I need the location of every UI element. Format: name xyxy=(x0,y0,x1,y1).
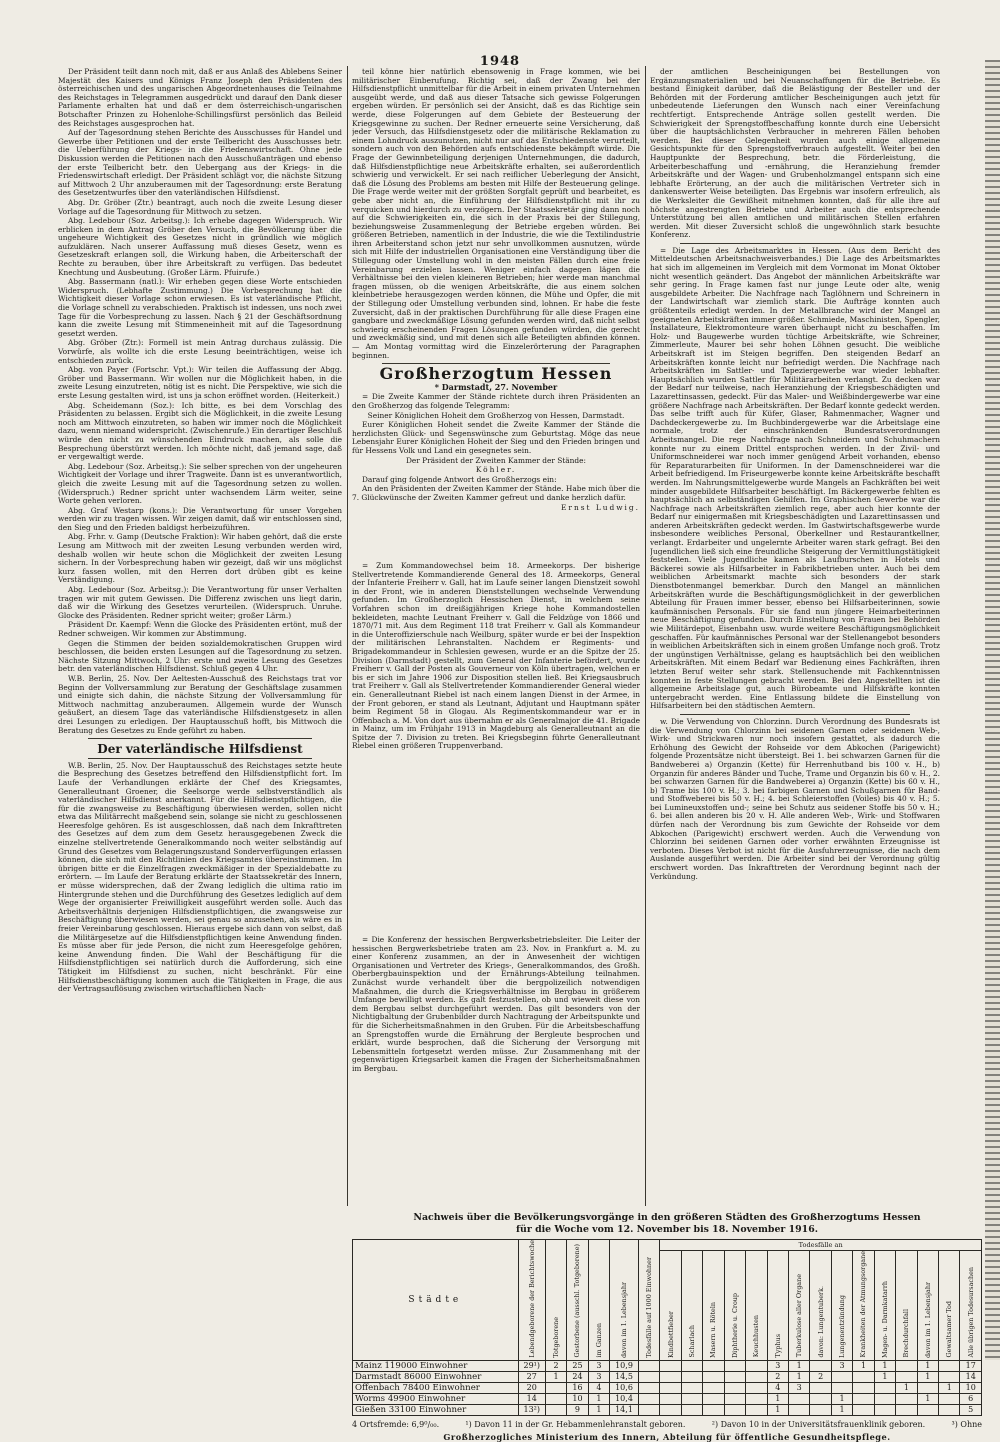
column-header: Diphtherie u. Croup xyxy=(724,1251,745,1361)
table-cell xyxy=(917,1404,938,1415)
table-cell: 10 xyxy=(960,1382,982,1393)
table-cell xyxy=(638,1360,659,1371)
footnote: ²) Davon 10 in der Universitätsfrauenklinik geboren. xyxy=(711,1419,926,1429)
section-divider xyxy=(88,738,312,739)
table-cell xyxy=(896,1360,917,1371)
table-cell: 4 xyxy=(767,1382,788,1393)
table-cell xyxy=(660,1382,681,1393)
table-cell xyxy=(831,1371,852,1382)
paragraph: = Die Konferenz der hessischen Bergwerksbetriebsleiter. Die Leiter der hessischen Bergwerksbetriebe traten am 23. Nov. in Frankfurt a. M. zu einer Konferenz zusammen, an der in Anwesenheit der wichtigen Organisationen und Vertreter des Kriegs-, Generalkommandos, des Großh. Oberbergbauinspektion und der Ernährungs-Abteilung teilnahmen. Zunächst wurde verhandelt über die bergpolizeilich notwendigen Maßnahmen, die durch die Kriegsverhältnisse im Bergbau in größerem Umfange bewilligt werden. Es galt festzustellen, ob und wieweit diese von dem Bergbau selbst durchgeführt werden. Das gilt besonders von der Nichtigbaltung der Grubenbilder durch Nachtragung der Arbeitspunkte und für die Sicherheitsmaßnahmen in den Gruben. Für die Arbeitsbeschaffung an Sprengstoffen wurde die Ernährung der Bergleute besprochen und erklärt, wurde besprochen, daß die Sicherung der Versorgung mit Lebensmitteln fortgesetzt werden müsse. Zur Zusammenhang mit der gegenwärtigen Kriegsarbeit kamen die Fragen der Sicherheitsmaßnahmen im Bergbau. xyxy=(352,936,640,1073)
paragraph: Seiner Königlichen Hoheit dem Großherzog von Hessen, Darmstadt. xyxy=(367,410,625,420)
column-header: davon im 1. Lebensjahr xyxy=(917,1251,938,1361)
paragraph: = Die Lage des Arbeitsmarktes in Hessen. (Aus dem Bericht des Mitteldeutschen Arbeitsnachweisverbandes.) Die Lage des Arbeitsmarktes hat sich im allgemeinen im Vergleich mit dem Vormonat im Monat Oktober nicht wesentlich geändert. Das Angebot der männlichen Arbeitskräfte war sehr gering. In Frage kamen fast nur junge Leute oder alte, wenig ausgebildete Arbeiter. Die Nachfrage nach Taglöhnern und Schreinern in der Landwirtschaft war ziemlich stark. Die Aufträge konnten auch größtenteils erledigt werden. In der Metallbranche wird der Mangel an geeigneten Arbeitskräften immer größer. Schmiede, Maschinisten, Spengler, Installateure, Elektromonteure waren überhaupt nicht zu beschaffen. Im Holz- und Baugewerbe wurden tüchtige Arbeitskräfte, wie Schreiner, Zimmerleute, Maurer bei sehr hohen Löhnen gesucht. Die weibliche Arbeitskraft ist im Steigen begriffen. Den steigenden Bedarf an Arbeitskräften konnte leicht nur befriedigt werden. Die Nachfrage nach Arbeitskräften im Sattler- und Tapeziergewerbe war wieder lebhafter. Hauptsächlich wurden Sattler für Militärarbeiten verlangt. Zu decken war der Bedarf nur teilweise, nach Heranziehung der Kriegsbeschädigten und Lazarettinsassen, gedeckt. Für das Maler- und Weißbindergewerbe war eine größere Nachfrage nach Arbeitskräften. Der Bedarf konnte gedeckt werden. Das selbe trifft auch für Küfer, Glaser, Rahmenmacher, Wagner und Dachdeckergewerbe zu. Im Buchbindergewerbe war die Arbeitslage eine normale, trotz der einschränkenden Bundesratsverordnungen Arbeitsmangel. Die rege Nachfrage nach Schneidern und Schuhmachern konnte nur zu einem Drittel entsprochen werden. In der Zivil- und Uniformschneiderei war noch immer genügend Arbeit vorhanden, ebenso für Reparaturarbeiten für Uniformen. In der Damenschneiderei war die Arbeit befriedigend. Im Friseurgewerbe konnte keine Arbeitskräfte beschafft werden. Im Nahrungsmittelgewerbe wurde Mangels an Fachkräften bei weit minder ausgebildete Hilfsarbeiter beschäftigt. Im Bäckergewerbe fehlten es hauptsächlich an selbständigen Gehilfen. Im Graphischen Gewerbe war die Nachfrage nach Arbeitskräften ziemlich rege, aber auch hier konnte der Bedarf nur einigermaßen mit Kriegsbeschädigten und Lazarettinsassen und anderen Arbeitskräften gedeckt werden. Im Gastwirtschaftsgewerbe wurde insbesondere weibliches Personal, Oberkellner und Restaurantkellner, verlangt. Erdarbeiter und ungelernte Arbeiter waren stark gefragt. Bei den Jugendlichen ließ sich eine freundliche Steigerung der Vermittlungstätigkeit feststellen. Viele Jugendliche kamen als Laufburschen in Hotels und Bäckerei sowie als Hilfsarbeiter in Fabrikbetrieben unter. Auch bei dem weiblichen Arbeitsmarkt machte sich besonders der stark Dienstbotenmangel bemerkbar. Durch den Mangel an männlichen Arbeitskräften wurde die Beschäftigungsmöglichkeit in der gewerblichen Abteilung für Frauen immer besser, ebenso bei Hilfsarbeiterinnen, sowie kaufmännischen Personals. Für sie fand nun jüngere Heimarbeiterinnen neue Beschäftigung gefunden. Durch Einstellung von Frauen bei Behörden wie Militärdepot, Eisenbahn usw. wurde weitere Beschäftigungsmöglichkeit geschaffen. Für kaufmännisches Personal war der Stellenangebot besonders in weiblichen Arbeitskräften sich in einem großen Umfange noch groß. Trotz der ungünstigen Verhältnisse, gelang es hauptsächlich bei den weiblichen Arbeitskräften. Mit einem Bedarf war Bedienung eines Fachkräften, ihren letzten Beruf weiter sehr stark. Stellensuchende mit Fachkenntnissen konnten in feste Stellungen gebracht werden. Bei den Angestellten ist die allgemeine Arbeitslage gut, auch Bürobeamte und Hilfskräfte konnten untergebracht werden. Eine Entlassung bildete die Einstellung von Hilfsarbeitern bei den städtischen Aemtern. xyxy=(650,245,940,711)
paragraph: Abg. Ledebour (Soz. Arbeitsg.): Sie selber sprechen von der ungeheuren Wichtigkeit der Vorlage und ihrer Tragweite. Dann ist es unverantwortlich, gleich die zweite Lesung mit auf die Tagesordnung setzen zu wollen. (Widerspruch.) Redner spricht unter wachsendem Lärm weiter, seine Worte gehen verloren. xyxy=(58,461,342,506)
table-cell xyxy=(660,1360,681,1371)
paragraph: der amtlichen Bescheinigungen bei Bestellungen von Ergänzungsmaterialien und bei Neuanschaffungen für die Betriebe. Es bestand Einigkeit darüber, daß die Belästigung der Besteller und der Behörden mit der Forderung amtlicher Bescheinigungen auch jetzt für unbedeutende Lieferungen den Wunsch nach einer Vereinfachung rechtfertigt. Entsprechende Anträge sollen gestellt werden. Die Schwierigkeit der Sprengstoffbeschaffung konnte durch eine Uebersicht über die hauptsächlichsten Verbraucher in mehreren Fällen behoben werden. Bei dieser Gelegenheit wurden auch einige allgemeine Gesichtspunkte für den Sprengstoffverbrauch aufgestellt. Weiter bei den Hauptpunkte der Besprechung, betr. die Förderleistung, die Arbeiterbeschaffung und -ernährung, die Heranziehung fremder Arbeitskräfte und der Wagen- und Grubenholzmangel entspann sich eine lebhafte Erörterung, an der auch die militärischen Vertreter sich in dankenswerter Weise beteiligten. Das Ergebnis war insofern erfreulich, als die Werksleiter die Gewißheit mitnehmen konnten, daß für alle ihre auf höchste angestrengten Betriebe und Arbeiter auch die entsprechende Unterstützung bei allen amtlichen und militärischen Stellen erfahren werden. Mit dieser Zuversicht schloß die ungewöhnlich stark besuchte Konferenz. xyxy=(650,68,940,240)
table-cell xyxy=(703,1393,724,1404)
column-header: Totgeborene xyxy=(545,1240,566,1361)
column-header-cities: Städte xyxy=(353,1240,519,1361)
table-cell xyxy=(681,1404,702,1415)
paragraph: An den Präsidenten der Zweiten Kammer der Stände. Habe mich über die 7. Glückwünsche der Zweiten Kammer gefreut und danke herzlich dafür. xyxy=(352,484,640,502)
column-header: Krankheiten der Atmungsorgane xyxy=(853,1251,874,1361)
table-cell: 1 xyxy=(788,1360,809,1371)
table-cell: 1 xyxy=(939,1382,960,1393)
table-cell: 1 xyxy=(874,1360,895,1371)
table-cell xyxy=(853,1371,874,1382)
column-middle-article-bergwerk xyxy=(352,936,640,1208)
paragraph: Abg. Graf Westarp (kons.): Die Verantwortung für unser Vorgehen werden wir zu tragen wissen. Wir zeigen damit, daß wir entschlossen sind, den Sieg und den Frieden baldigst herbeizuführen. xyxy=(58,505,342,532)
table-cell xyxy=(703,1382,724,1393)
table-cell: 1 xyxy=(767,1393,788,1404)
city-cell: Darmstadt 86000 Einwohner xyxy=(353,1371,519,1382)
section-divider xyxy=(88,758,312,759)
table-cell xyxy=(939,1371,960,1382)
table-cell xyxy=(545,1393,566,1404)
column-header: Lungenentzündung xyxy=(831,1251,852,1361)
table-subtitle: für die Woche vom 12. November bis 18. November 1916. xyxy=(516,1224,818,1235)
paragraph: Der Präsident der Zweiten Kammer der Stände: xyxy=(405,455,587,465)
table-cell xyxy=(788,1404,809,1415)
paragraph: = Zum Kommandowechsel beim 18. Armeekorps. Der bisherige Stellvertretende Kommandierende General des 18. Armeekorps, General der Infanterie Freiherr v. Gall, hat im Laufe seiner langen Dienstzeit sowohl in der Front, wie in anderen Dienststellungen wechselnde Verwendung gefunden. Im Großherzoglich Hessischen Dienst, in welchem seine Vorfahren schon im dreißigjährigen Kriege hohe Kommandostellen bekleideten, machte Leutnant Freiherr v. Gall die Feldzüge von 1866 und 1870/71 mit. Aus dem Regiment 118 trat Freiherr v. Gall als Kommandeur in die Unteroffizierschule nach Weilburg, später wurde er bei der Inspektion der militärischen Lehranstalten. Nachdem er Regiments- und Brigadekommandeur in Schlesien gewesen, wurde er an die Spitze der 25. Division (Darmstadt) gestellt, zum General der Infanterie befördert, wurde Freiherr v. Gall der Posten als Gouverneur von Köln übertragen, welchen er bis er sich im Jahre 1906 zur Disposition stellen ließ. Bei Kriegsausbruch trat Freiherr v. Gall als Stellvertretender Kommandierender General wieder ein. Generalleutnant Riebel ist nach einem langen Dienst in der Armee, in der Front geboren, er stand als Leutnant, Adjutant und Hauptmann später beim Regiment 58 in Glogau. Als Regimentskommandeur war er in Offenbach a. M. Von dort aus übernahm er als Generalmajor die 41. Brigade in Mainz, um im Frühjahr 1913 in Magdeburg als Generalleutnant an die Spitze der 7. Division zu treten. Bei Kriegsbeginn führte Generalleutnant Riebel einen größeren Truppenverband. xyxy=(352,562,640,751)
dateline: * Darmstadt, 27. November xyxy=(434,381,558,392)
footnote: ¹) Davon 11 in der Gr. Hebammenlehranstalt geboren. xyxy=(465,1419,686,1429)
table-row xyxy=(353,1360,982,1371)
paragraph: Abg. Ledebour (Soz. Arbeitsg.): Ich erhebe dagegen Widerspruch. Wir erblicken in dem Antrag Gröber den Versuch, die Bevölkerung über die ungeheure Wichtigkeit des Gesetzes nicht in gründlich wie möglich aufzuklären. Nach unserer Auffassung muß dieses Gesetz, wenn es Gesetzeskraft erlangen soll, die Wirkung haben, die Arbeiterschaft der Rechte zu berauben, über ihre Arbeitskraft zu verfügen. Das bedeutet Knechtung und Ausbeutung. (Großer Lärm. Pfuirufe.) xyxy=(58,216,342,277)
table-cell xyxy=(638,1404,659,1415)
paragraph: Abg. Gröber (Ztr.): Formell ist mein Antrag durchaus zulässig. Die Vorwürfe, als wollte ich die erste Lesung beeinträchtigen, weise ich entschieden zurück. xyxy=(58,338,342,365)
table-cell: 1 xyxy=(917,1360,938,1371)
table-cell xyxy=(746,1404,767,1415)
table-cell xyxy=(703,1360,724,1371)
table-cell xyxy=(853,1404,874,1415)
table-cell xyxy=(681,1393,702,1404)
table-cell: 1 xyxy=(588,1404,609,1415)
table-cell: 5 xyxy=(960,1404,982,1415)
paragraph: Abg. Scheidemann (Soz.): Ich bitte, es bei dem Vorschlag des Präsidenten zu belassen. Ergibt sich die Möglichkeit, in die zweite Lesung noch am Mittwoch einzutreten, so haben wir immer noch die Möglichkeit dazu, wenn niemand widerspricht. (Zwischenrufe.) Ein derartiger Beschluß würde den nicht zu wünschenden Eindruck machen, als solle die Besprechung überstürzt werden. Ich möchte nicht, daß jemand sage, daß er vergewaltigt werde. xyxy=(58,400,342,462)
table-cell: 3 xyxy=(831,1360,852,1371)
column-header: Scharlach xyxy=(681,1251,702,1361)
paragraph: teil könne hier natürlich ebensowenig in Frage kommen, wie bei militärischer Einberufung. Richtig sei, daß der Zwang bei der Hilfsdienstpflicht unmittelbar für die Arbeit in einem privaten Unternehmen ausgeübt werde, und daß aus dieser Tatsache sich gewisse Folgerungen ergeben würden. Er persönlich sei der Ansicht, daß es das Richtige sein werde, diese Folgerungen auf dem Gebiete der Besteuerung der Kriegsgewinne zu suchen. Der Redner erneuerte seine Versicherung, daß jeder Versuch, das Hilfsdienstgesetz oder die militärische Reklamation zu einem Lohndruck auszunutzen, nicht nur auf das Entschiedenste verurteilt, sondern auch von den Behörden aufs entschiedenste bekämpft würde. Die Frage der Gewinnbeteiligung derjenigen Unternehmungen, die dadurch, daß Hilfsdienstpflichtige neue Arbeitskräfte erhalten, sei außerordentlich schwierig und verwickelt. Er sei nach reiflicher Ueberlegung der Ansicht, daß die Lösung des Problems am besten mit Hilfe der Besteuerung gelinge. Die Frage werde weiter mit der größten Sorgfalt geprüft und bearbeitet, es gebe aber nicht an, die Einführung der Hilfsdienstpflicht mit ihr zu verquicken und hierdurch zu verzögern. Der Staatssekretär ging dann noch auf die Schwierigkeiten ein, die sich in der Praxis bei der Stillegung, beziehungsweise Zusammenlegung der Betriebe ergeben würden. Bei größeren Betrieben, namentlich in der Industrie, die wie die Textilindustrie ihren Arbeiterstand schon jetzt nur sehr unvollkommen ausnutzen, würde sich mit Hilfe der industriellen Organisationen eine Verständigung über die Stillegung oder Umstellung wohl in den meisten Fällen durch eine freie Vereinbarung erzielen lassen. Weniger einfach dagegen lägen die Verhältnisse bei den vielen kleineren Betrieben; hier werde man manchmal fragen müssen, ob die wenigen Arbeitskräfte, die aus einem solchen kleinbetriebe herausgezogen werden können, die Mühe und Opfer, die mit der Stillegung oder Umstellung verbunden sind, lohnen. Er habe die feste Zuversicht, daß in der praktischen Durchführung für alle diese Fragen eine gangbare und zweckmäßige Lösung gefunden werden wird, daß nicht selbst schwierig erscheinenden Fragen Lösungen gefunden würden, die gerecht und zweckmäßig sind, und mit denen sich alle Beteiligten abfinden können. — Am Montag vormittag wird die Einzelerörterung der Paragraphen beginnen. xyxy=(352,68,640,360)
table-cell: 3 xyxy=(788,1382,809,1393)
table-cell xyxy=(660,1393,681,1404)
table-cell xyxy=(638,1371,659,1382)
table-cell: 16 xyxy=(567,1382,588,1393)
table-cell: 2 xyxy=(767,1371,788,1382)
table-cell: 2 xyxy=(810,1371,831,1382)
paragraph: Gegen die Stimmen der beiden sozialdemokratischen Gruppen wird beschlossen, die beiden ersten Lesungen auf die Tagesordnung zu setzen. Nächste Sitzung Mittwoch, 2 Uhr: erste und zweite Lesung des Gesetzes betr. den vaterländischen Hilfsdienst. Schluß gegen 4 Uhr. xyxy=(58,638,342,674)
paragraph: Abg. Ledebour (Soz. Arbeitsg.): Die Verantwortung für unser Verhalten tragen wir mit gutem Gewissen. Die Differenz zwischen uns liegt darin, daß wir die Wirkung des Gesetzes verurteilen. (Widerspruch. Unruhe. Glocke des Präsidenten. Redner spricht weiter; großer Lärm.) xyxy=(58,585,342,620)
paragraph: Darauf ging folgende Antwort des Großherzogs ein: xyxy=(362,474,557,484)
table-cell xyxy=(788,1393,809,1404)
table-cell xyxy=(939,1360,960,1371)
table-cell xyxy=(681,1360,702,1371)
table-cell: 10 xyxy=(567,1393,588,1404)
table-body xyxy=(353,1360,982,1415)
population-statistics xyxy=(352,1212,982,1442)
table-cell xyxy=(724,1360,745,1371)
column-header: Gestorbene (ausschl. Totgeborene) xyxy=(567,1240,588,1361)
paragraph: Der Präsident teilt dann noch mit, daß er aus Anlaß des Ablebens Seiner Majestät des Kaisers und Königs Franz Joseph den Präsidenten des österreichischen und des ungarischen Abgeordnetenhauses die Teilnahme des Reichstages in Telegrammen ausgedrückt und darauf den Dank dieser Parlamente erhalten hat und daß er dem österreichisch-ungarischen Botschafter Prinzen zu Hohenlohe-Schillingsfürst persönlich das Beileid des Reichstages ausgesprochen hat. xyxy=(58,68,342,128)
table-cell: 1 xyxy=(588,1393,609,1404)
column-right xyxy=(650,68,940,1308)
table-cell: 9 xyxy=(567,1404,588,1415)
table-cell: 1 xyxy=(917,1371,938,1382)
table-cell: 3 xyxy=(588,1360,609,1371)
table-cell xyxy=(853,1382,874,1393)
section-divider xyxy=(680,714,910,715)
paragraph: Abg. Bassermann (natl.): Wir erheben gegen diese Worte entschieden Widerspruch. (Lebhafte Zustimmung.) Die Vorbesprechung hat die Wichtigkeit dieser Vorlage schon erwiesen. Es ist vaterländische Pflicht, die Vorlage schnell zu verabschieden. Praktisch ist indessen, uns noch zwei Tage für die Vorbesprechung zu lassen. Nach § 21 der Geschäftsordnung kann die zweite Lesung mit Stimmeneinheit mit auf die Tagesordnung gesetzt werden. xyxy=(58,277,342,338)
column-header: Todesfälle auf 1000 Einwohner xyxy=(638,1240,659,1361)
table-cell xyxy=(746,1393,767,1404)
table-cell: 1 xyxy=(545,1371,566,1382)
table-cell xyxy=(681,1382,702,1393)
paragraph: W.B. Berlin, 25. Nov. Der Aeltesten-Ausschuß des Reichstags trat vor Beginn der Vollversammlung zur Beratung der Geschäftslage zusammen und einigte sich dahin, die nächste Sitzung der Vollversammlung für Mittwoch nachmittag anzuberaumen. Allgemein wurde der Wunsch geäußert, an diesem Tage das vaterländische Hilfsdienstgesetz in allen drei Lesungen zu erledigen. Der Hauptausschuß hofft, bis Mittwoch die Beratung des Gesetzes zu Ende geführt zu haben. xyxy=(58,673,342,735)
column-header: Typhus xyxy=(767,1251,788,1361)
table-cell xyxy=(703,1404,724,1415)
paragraph: w. Die Verwendung von Chlorzinn. Durch Verordnung des Bundesrats ist die Verwendung von Chlorzinn bei seidenen Garnen oder seidenen Web-, Wirk- und Strickwaren nur noch insofern gestattet, als dadurch die Erhöhung des Gewicht der Rohseide vor dem Abkochen (Parigewicht) folgende Prozentsätze nicht übersteigt. Bei 1. bei schwarzen Garnen für die Bandweberei a) Organzin (Kette) für Herrenhutband bis 100 v. H., b) Organzin für anderes Bänder und Tuche, Trame und Organzin bis 60 v. H., 2. bei schwarzen Garnen für die Bandweberei a) Organzin (Kette) bis 60 v. H., b) Trame bis 100 v. H.; 3. bei farbigen Garnen und Schußgarnen für Band- und Stoffweberei bis 50 v. H.; 4. bei Schleierstoffen (Voiles) bis 40 v. H.; 5. bei Lumineuxstoffen und-; seine bei Schutz aus seidener Stoffe bis 50 v. H.; 6. bei allen anderen bis 20 v. H. Alle anderen Web-, Wirk- und Stoffwaren dürfen nach der Verordnung bis zum Gewichte der Rohseide vor dem Abkochen (Parigewicht) erschwert werden. Auch die Verwendung von Chlorzinn bei seidenen Garnen oder vorher erwähnten Erzeugnisse ist verboten. Dieses Verbot ist nicht für die Ausfuhrerzeugnisse, die nach dem Auslande ausgeführt werden. Die Arbeiter sind bei der Verordnung gültig erschwert worden. Das Inkrafttreten der Verordnung beginnt nach der Verkündung. xyxy=(650,716,940,881)
column-group-header: Todesfälle an xyxy=(660,1240,982,1251)
table-row xyxy=(353,1404,982,1415)
table-cell: 13²) xyxy=(518,1404,545,1415)
table-cell: 1 xyxy=(788,1371,809,1382)
table-cell xyxy=(939,1404,960,1415)
column-header: Alle übrigen Todesursachen xyxy=(960,1251,982,1361)
paragraph: Abg. Frhr. v. Gamp (Deutsche Fraktion): Wir haben gehört, daß die erste Lesung am Mittwoch mit der zweiten Lesung verbunden werden wird, deshalb wollen wir heute schon die Möglichkeit der zweiten Lesung sichern. In der Vorbesprechung haben wir gezeigt, daß wir uns möglichst kurz fassen wollen, mit den Herren dort drüben gibt es keine Verständigung. xyxy=(58,532,342,585)
page-number: 1948 xyxy=(479,54,521,69)
column-left xyxy=(58,68,342,1403)
section-heading-hilfsdienst: Der vaterländische Hilfsdienst xyxy=(97,742,303,757)
table-row xyxy=(353,1393,982,1404)
column-header: davon im 1. Lebensjahr xyxy=(610,1240,639,1361)
table-row xyxy=(353,1371,982,1382)
table-cell xyxy=(874,1393,895,1404)
table-cell: 1 xyxy=(896,1382,917,1393)
table-cell: 1 xyxy=(853,1360,874,1371)
city-cell: Worms 49900 Einwohner xyxy=(353,1393,519,1404)
table-cell: 3 xyxy=(588,1371,609,1382)
table-cell xyxy=(545,1404,566,1415)
table-cell xyxy=(896,1393,917,1404)
table-cell: 14 xyxy=(960,1371,982,1382)
table-cell: 6 xyxy=(960,1393,982,1404)
column-rule xyxy=(645,66,646,1206)
signature-name: Ernst Ludwig. xyxy=(561,502,640,512)
table-cell xyxy=(545,1382,566,1393)
paragraph: = Die Zweite Kammer der Stände richtete durch ihren Präsidenten an den Großherzog das folgende Telegramm: xyxy=(352,392,640,410)
table-row xyxy=(353,1382,982,1393)
table-cell xyxy=(896,1404,917,1415)
table-cell xyxy=(939,1393,960,1404)
column-header: Keuchhusten xyxy=(746,1251,767,1361)
paragraph: Abg. von Payer (Fortschr. Vpt.): Wir teilen die Auffassung der Abgg. Gröber und Bassermann. Wir wollen nur die Möglichkeit haben, in die zweite Lesung einzutreten, nötig ist es nicht. Die Perspektive, wie sich die erste Lesung gestalten wird, ist uns ja schon eröffnet worden. (Heiterkeit.) xyxy=(58,365,342,400)
column-header: Kindbettfieber xyxy=(660,1251,681,1361)
table-cell xyxy=(874,1382,895,1393)
table-cell: 1 xyxy=(831,1404,852,1415)
table-cell xyxy=(746,1371,767,1382)
table-cell: 2 xyxy=(545,1360,566,1371)
table-cell: 20 xyxy=(518,1382,545,1393)
table-cell: 14,1 xyxy=(610,1404,639,1415)
footnote: ³) Ohne xyxy=(951,1419,982,1429)
table-cell: 24 xyxy=(567,1371,588,1382)
table-cell xyxy=(638,1393,659,1404)
column-rule xyxy=(347,66,348,1206)
column-header: Magen- u. Darmkatarrh xyxy=(874,1251,895,1361)
table-cell xyxy=(660,1404,681,1415)
paragraph: W.B. Berlin, 25. Nov. Der Hauptausschuß des Reichstages setzte heute die Besprechung des Gesetzes betreffend den Hilfsdienstpflicht fort. Im Laufe der Verhandlungen erklärte der Chef des Kriegsamtes, Generalleutnant Groener, die Seelsorge werde selbstverständlich als vaterländischer Hilfsdienst anerkannt. Für die Hilfsdienstpflichtigen, die für die zwangsweise zu Beschäftigung überwiesen werden, sollen nicht etwa das Militärrecht maßgebend sein, solange sie nicht zu geschlossenen Heeresfolge gehören. Es ist ausgeschlossen, daß nach dem Inkrafttreten des Gesetzes auf dem zum dem Gesetz herausgegebenen Zweck die einzelne stellvertretende Generalkommando noch weiter selbständig auf Grund des Gesetzes vom Belagerungszustand Sonderverfügungen erlassen können, die sich mit den Richtlinien des Kriegsamtes übereinstimmen. Im übrigen bitte er die Einzelfragen zweckmäßiger in der Spezialdebatte zu erörtern. — Im Laufe der Beratung erklärte der Staatssekretär des Innern, er müsse widersprechen, daß der Zwang lediglich die ultima ratio im Hintergrunde stehen und die Durchführung des Gesetzes lediglich auf dem Wege der organisierter Freiwilligkeit ausgeführt werden solle. Auch das Arbeitsverhältnis derjenigen Hilfsdienstpflichtigen, die zwangsweise zur Beschäftigung überwiesen werden, sei genau so anzusehen, als wäre es in freier Vereinbarung geschlossen. Hieraus ergebe sich dann von selbst, daß die Militärgesetze auf die Hilfsdienstpflichtigen keine Anwendung finden. Es müsse aber für jede Person, die nicht zum Heeresgefolge gehören, keine Anwendung finden. Die Wahl der Beschäftigung für die Hilfsdienstpflichtigen sei natürlich durch die Aufforderung, sich eine Tätigkeit im Hilfsdienst zu suchen, nicht beschränkt. Für eine Hilfsdienstbeschäftigung kommen auch die Tätigkeiten in Frage, die aus der Vertragsauflösung zwischen wirtschaftlichen Nach- xyxy=(58,760,342,994)
table-cell xyxy=(874,1404,895,1415)
table-cell xyxy=(810,1360,831,1371)
table-cell xyxy=(660,1371,681,1382)
footnotes xyxy=(352,1420,982,1430)
column-header: Tuberkulose aller Organe xyxy=(788,1251,809,1361)
table-cell xyxy=(681,1371,702,1382)
table-cell: 25 xyxy=(567,1360,588,1371)
column-middle xyxy=(352,68,640,628)
table-title: Nachweis über die Bevölkerungsvorgänge in den größeren Städten des Großherzogtums Hessen xyxy=(413,1212,921,1223)
table-cell xyxy=(810,1382,831,1393)
column-header: Masern u. Röteln xyxy=(703,1251,724,1361)
column-header: davon: Lungentuberk. xyxy=(810,1251,831,1361)
table-cell: 27 xyxy=(518,1371,545,1382)
column-header: Brechdurchfall xyxy=(896,1251,917,1361)
column-header: Lebendgeborene der Berichtswoche xyxy=(518,1240,545,1361)
table-cell: 29¹) xyxy=(518,1360,545,1371)
table-cell: 3 xyxy=(767,1360,788,1371)
column-header: im Ganzen xyxy=(588,1240,609,1361)
table-cell: 14,5 xyxy=(610,1371,639,1382)
table-cell xyxy=(917,1382,938,1393)
section-heading-hessen: Großherzogtum Hessen xyxy=(379,364,613,384)
column-header: Gewaltsamer Tod xyxy=(939,1251,960,1361)
adjacent-page-edge xyxy=(985,60,1000,1360)
signature-name: Köhler. xyxy=(475,465,517,475)
table-cell: 4 xyxy=(588,1382,609,1393)
table-cell xyxy=(810,1404,831,1415)
paragraph: Auf der Tagesordnung stehen Berichte des Ausschusses für Handel und Gewerbe über Petitionen und der erste Teilbericht des Ausschusses betr. die Ueberführung der Kriegs- in die Friedenswirtschaft. Ohne jede Diskussion werden die Petitionen nach den Ausschußanträgen und ebenso der erste Teilbericht betr. den Uebergang aus der Kriegs- in die Friedenswirtschaft erledigt. Der Präsident schlägt vor, die nächste Sitzung auf Mittwoch 2 Uhr anzuberaumen mit der Tagesordnung: erste Beratung des Gesetzentwurfes über den vaterländischen Hilfsdienst. xyxy=(58,128,342,198)
table-cell xyxy=(746,1360,767,1371)
table-cell xyxy=(746,1382,767,1393)
table-cell: 10,6 xyxy=(610,1382,639,1393)
statistics-table xyxy=(352,1239,982,1416)
city-cell: Mainz 119000 Einwohner xyxy=(353,1360,519,1371)
table-cell xyxy=(703,1371,724,1382)
table-cell: 10,9 xyxy=(610,1360,639,1371)
table-cell xyxy=(638,1382,659,1393)
paragraph: Präsident Dr. Kaempf: Wenn die Glocke des Präsidenten ertönt, muß der Redner schweigen. Wir kommen zur Abstimmung. xyxy=(58,620,342,638)
paragraph: Eurer Königlichen Hoheit sendet die Zweite Kammer der Stände die herzlichsten Glück- und Segenswünsche zum Geburtstag. Möge das neue Lebensjahr Eurer Königlichen Hoheit der Sieg und den Frieden bringen und für Hessens Volk und Land ein gesegnetes sein. xyxy=(352,420,640,455)
table-cell: 17 xyxy=(960,1360,982,1371)
table-cell xyxy=(724,1404,745,1415)
table-cell: 14 xyxy=(518,1393,545,1404)
section-divider xyxy=(680,243,910,244)
city-cell: Offenbach 78400 Einwohner xyxy=(353,1382,519,1393)
table-cell xyxy=(853,1393,874,1404)
column-middle-article-armee xyxy=(352,562,640,932)
table-cell: 1 xyxy=(874,1371,895,1382)
paragraph: Abg. Dr. Gröber (Ztr.) beantragt, auch noch die zweite Lesung dieser Vorlage auf die Tagesordnung für Mittwoch zu setzen. xyxy=(58,197,342,216)
table-cell: 1 xyxy=(917,1393,938,1404)
table-cell xyxy=(724,1393,745,1404)
table-cell: 1 xyxy=(767,1404,788,1415)
table-cell xyxy=(896,1371,917,1382)
footnote: 4 Ortsfremde: 6,9⁰/₀₀. xyxy=(352,1419,440,1429)
table-cell xyxy=(724,1371,745,1382)
table-cell xyxy=(831,1382,852,1393)
issuing-authority: Großherzogliches Ministerium des Innern, Abteilung für öffentliche Gesundheitspflege. xyxy=(443,1431,891,1442)
city-cell: Gießen 33100 Einwohner xyxy=(353,1404,519,1415)
table-cell xyxy=(724,1382,745,1393)
table-cell: 1 xyxy=(831,1393,852,1404)
table-cell: 10,4 xyxy=(610,1393,639,1404)
table-cell xyxy=(810,1393,831,1404)
